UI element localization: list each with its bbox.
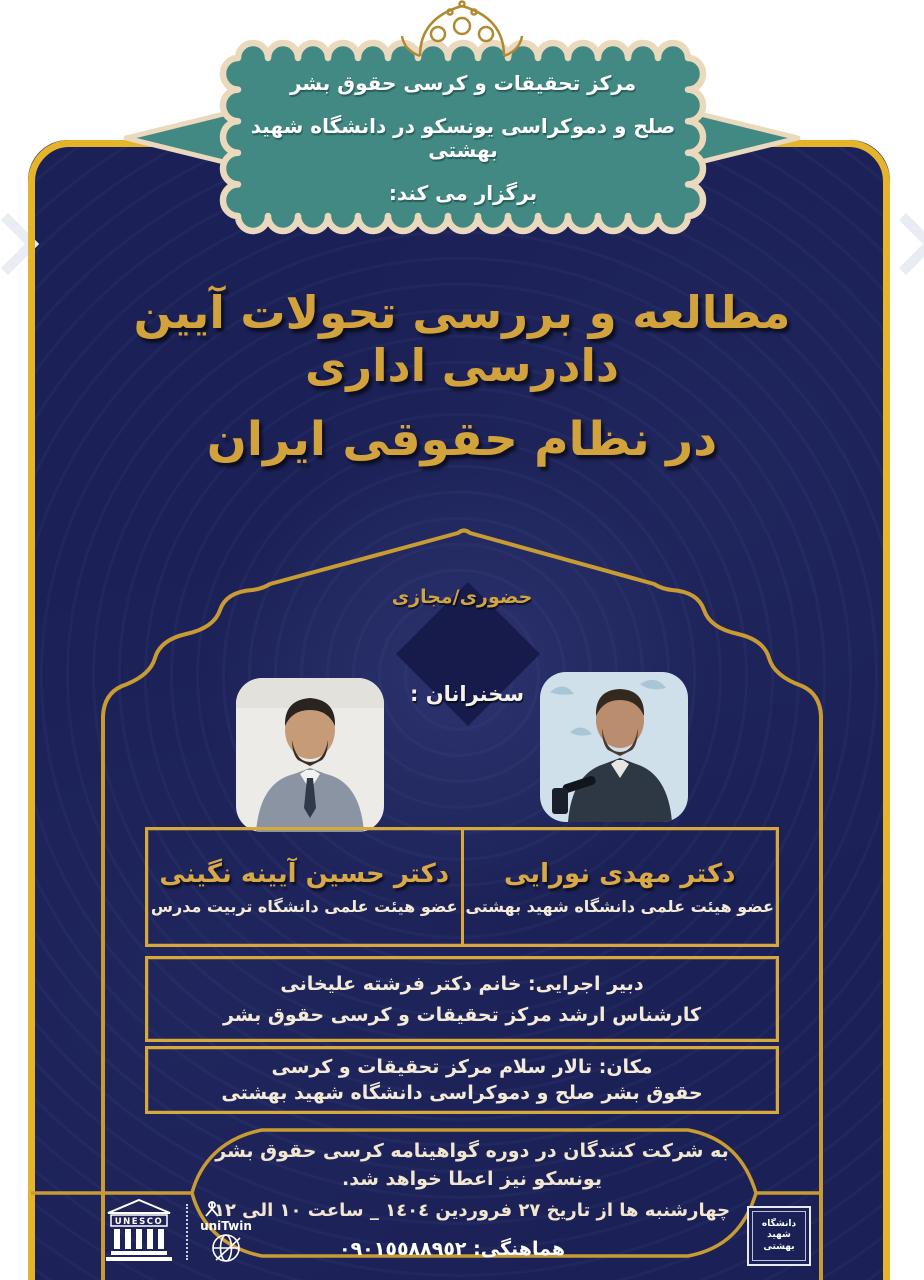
schedule-text: چهارشنبه ها از تاریخ ٢٧ فروردین ١٤٠٤ _ ساعت ١٠ الی ١٢ [213, 1200, 731, 1221]
location-box [145, 1046, 779, 1114]
speaker-photo-right [540, 672, 688, 822]
certificate-note [212, 1138, 732, 1193]
certificate-line2: یونسکو نیز اعطا خواهد شد. [342, 1167, 602, 1190]
organizer-line3: برگزار می کند: [388, 180, 538, 205]
event-title-line1: مطالعه و بررسی تحولات آیین دادرسی اداری [133, 286, 791, 392]
logo-separator [186, 1204, 188, 1260]
event-title-line2: در نظام حقوقی ایران [206, 412, 718, 467]
speakers-box [145, 827, 779, 947]
speaker-card-2 [148, 830, 464, 944]
organizer-line1: مرکز تحقیقات و کرسی حقوق بشر [289, 71, 637, 96]
svg-text:UNESCO: UNESCO [114, 1217, 164, 1227]
speaker-2-name: دکتر حسین آیینه نگینی [159, 858, 450, 889]
certificate-line1: به شرکت کنندگان در دوره گواهینامه کرسی حقوق بشر [215, 1140, 729, 1162]
speaker-portrait-left-icon [236, 678, 384, 832]
speaker-card-1 [464, 830, 777, 944]
secretary-box [145, 956, 779, 1042]
organizer-header [232, 62, 694, 214]
secretary-line1: دبیر اجرایی: خانم دکتر فرشته علیخانی [280, 972, 644, 995]
attendance-mode: حضوری/مجازی [391, 586, 533, 608]
svg-text:uniTwin: uniTwin [200, 1219, 252, 1233]
speaker-portrait-right-icon [540, 672, 688, 822]
location-line1: مکان: تالار سلام مرکز تحقیقات و کرسی [271, 1056, 653, 1078]
location-line2: حقوق بشر صلح و دموکراسی دانشگاه شهید بهشتی [221, 1082, 703, 1104]
unitwin-logo-icon [196, 1198, 256, 1266]
university-logo [747, 1206, 811, 1266]
speakers-label: سخنرانان : [409, 682, 525, 706]
speaker-1-affiliation: عضو هیئت علمی دانشگاه شهید بهشتی [465, 896, 774, 916]
speaker-photo-left [236, 678, 384, 832]
university-logo-text: دانشگاه شهید بهشتی [761, 1219, 797, 1252]
speaker-1-name: دکتر مهدی نورایی [504, 858, 736, 889]
secretary-line2: کارشناس ارشد مرکز تحقیقات و کرسی حقوق بشر [222, 1003, 702, 1026]
contact-text: هماهنگی: ٠٩٠١٥٥٨٨٩٥٢ [338, 1238, 566, 1260]
unesco-logo-icon [104, 1198, 174, 1264]
organizer-line2: صلح و دموکراسی یونسکو در دانشگاه شهید بهشتی [250, 113, 676, 162]
speaker-2-affiliation: عضو هیئت علمی دانشگاه تربیت مدرس [150, 896, 458, 916]
